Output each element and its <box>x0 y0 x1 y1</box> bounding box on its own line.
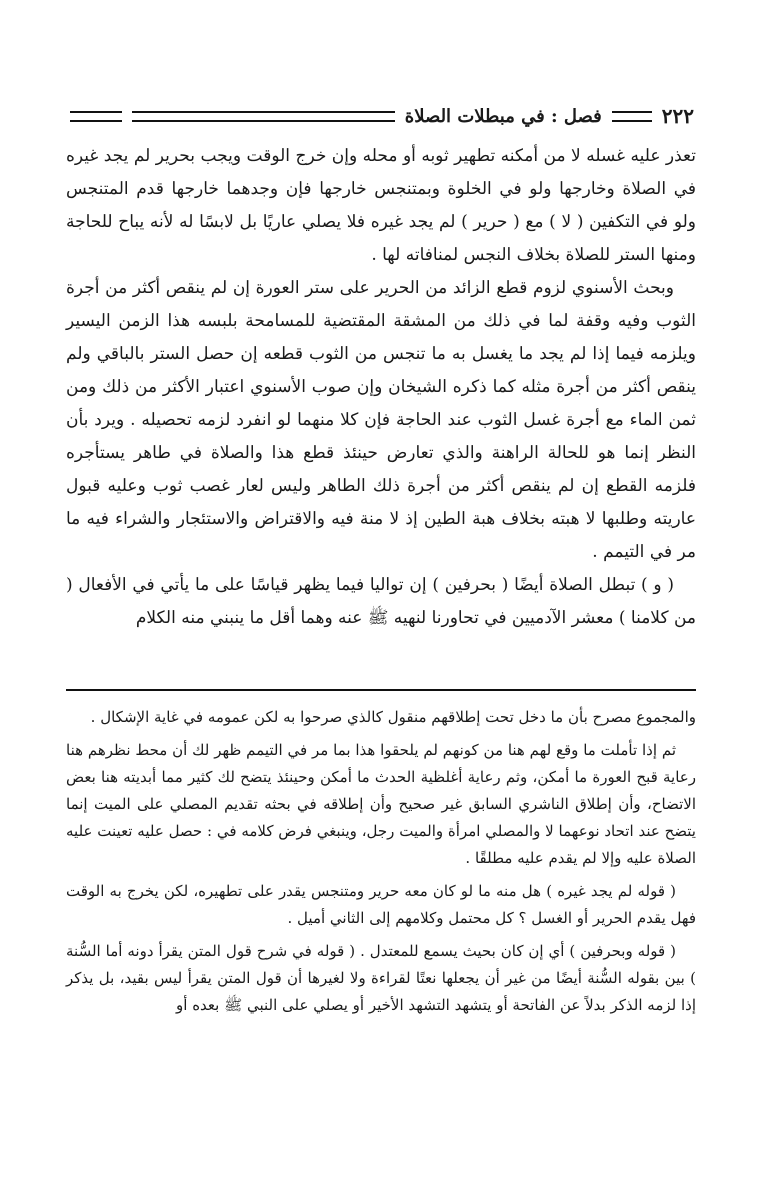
page-number: ٢٢٢ <box>661 104 694 128</box>
footnote-2: ثم إذا تأملت ما وقع لهم هنا من كونهم لم يلحقوا هذا بما مر في التيمم ظهر لك أن محط نظرهم هنا رعاية قبح العورة ما أمكن، وثم رعاية أغلظية الحدث ما أمكن وحينئذ يتضح لك كثير مما أبديته هنا بعض الاتضاح، وأن إطلاق الناشري السابق غير صحيح وأن إطلاقه في بحثه تقديم المصلي على الميت إنما يتضح عند اتحاد نوعهما لا والمصلي امرأة والميت رجل، وينبغي فرض كلامه في : حصل عليه تعينت عليه الصلاة عليه وإلا لم يقدم عليه مطلقًا . <box>66 741 696 867</box>
main-paragraph-1: تعذر عليه غسله لا من أمكنه تطهير ثوبه أو محله وإن خرج الوقت ويجب بحرير لم يجد غيره في الصلاة وخارجها ولو في الخلوة وبمتنجس خارجها فإن وجدهما خارجها قدم المتنجس ولو في التكفين ( لا ) مع ( حرير ) لم يجد غيره فلا يصلي عاريًا بل لابسًا له لأنه يباح للحاجة ومنها الستر للصلاة بخلاف النجس لمنافاته لها . <box>66 146 696 265</box>
footnote-separator <box>66 689 696 691</box>
chapter-title: فصل : في مبطلات الصلاة <box>404 105 602 127</box>
footnote-1: والمجموع مصرح بأن ما دخل تحت إطلاقهم منقول كالذي صرحوا به لكن عمومه في غاية الإشكال . <box>90 708 696 726</box>
main-text <box>66 140 696 635</box>
header-rule-right <box>612 111 652 122</box>
footnote-3: ( قوله لم يجد غيره ) هل منه ما لو كان معه حرير ومتنجس يقدر على تطهيره، لكن يخرج به الوقت فهل يقدم الحرير أو الغسل ؟ كل محتمل وكلامهم إلى الثاني أميل . <box>66 882 696 927</box>
header-rule-middle <box>132 111 395 122</box>
footnote-4: ( قوله وبحرفين ) أي إن كان بحيث يسمع للمعتدل . ( قوله في شرح قول المتن يقرأ دونه أما السُّنة ) بين بقوله السُّنة أيضًا من غير أن يجعلها نعتًا لقراءة ولا لغيرها أن قول المتن يقرأ ليس بقيد، بل يذكر إذا لزمه الذكر بدلاً عن الفاتحة أو يتشهد التشهد الأخير أو يصلي على النبي ﷺ بعده أو <box>66 942 696 1014</box>
page-header <box>70 102 694 130</box>
main-paragraph-2: وبحث الأسنوي لزوم قطع الزائد من الحرير على ستر العورة إن لم ينقص أكثر من أجرة الثوب وفيه وقفة لما في ذلك من المشقة المقتضية للمسامحة بلبسه هذا الزمن اليسير ويلزمه فيما إذا لم يجد ما يغسل به ما تنجس من الثوب قطعه إن حصل الستر بالباقي ولم ينقص أكثر من أجرة مثله كما ذكره الشيخان وإن صوب الأسنوي اعتبار الأكثر من ذلك ومن ثمن الماء مع أجرة غسل الثوب عند الحاجة فإن كلا منهما لو انفرد لزمه تحصيله . ويرد بأن النظر إنما هو للحالة الراهنة والذي تعارض حينئذ قطع هذا والصلاة في طاهر يستأجره فلزمه القطع إن لم ينقص أكثر من أجرة ذلك الطاهر وليس لعار غصب ثوب وعليه قبول عاريته وطلبها لا هبته بخلاف هبة الطين إذ لا منة فيه والاقتراض والاستئجار والشراء فيه ما مر في التيمم . <box>66 278 696 562</box>
header-rule-left <box>70 111 122 122</box>
main-paragraph-3: ( و ) تبطل الصلاة أيضًا ( بحرفين ) إن تواليا فيما يظهر قياسًا على ما يأتي في الأفعال ( من كلامنا ) معشر الآدميين في تحاورنا لنهيه ﷺ عنه وهما أقل ما ينبني منه الكلام <box>66 575 696 628</box>
footnotes <box>66 704 696 1025</box>
